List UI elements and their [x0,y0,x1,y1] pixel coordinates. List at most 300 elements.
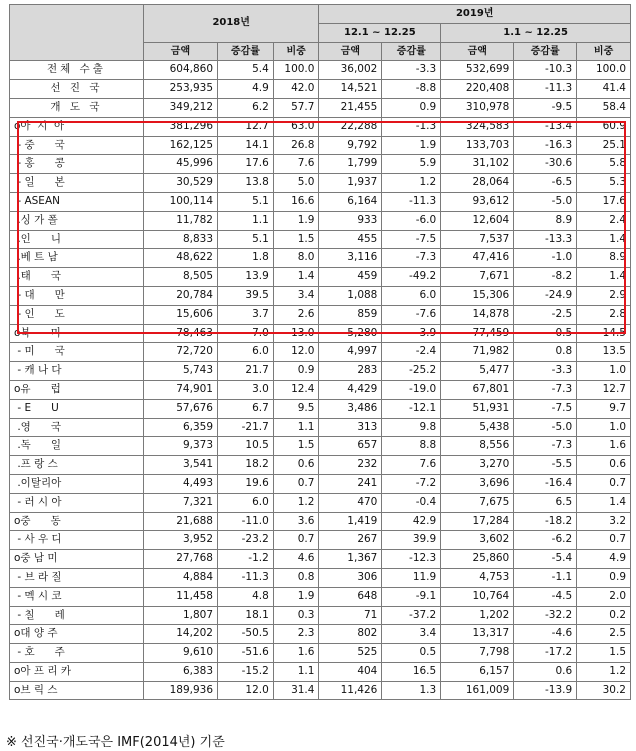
row-value: 2.6 [273,305,319,324]
row-value: -5.0 [514,192,577,211]
row-value: 1.1 [273,662,319,681]
row-value: 21.7 [218,362,274,381]
row-value: 11,458 [143,587,217,606]
row-value: 349,212 [143,98,217,117]
row-value: 1,367 [319,550,382,569]
row-value: 60.9 [577,117,631,136]
header-blank [10,5,144,61]
row-value: 933 [319,211,382,230]
row-value: -6.2 [514,531,577,550]
row-value: -6.5 [514,174,577,193]
row-value: 12.7 [218,117,274,136]
row-value: 0.2 [577,606,631,625]
row-value: 4,493 [143,474,217,493]
row-value: 12.0 [218,681,274,700]
row-value: 6.7 [218,399,274,418]
row-value: 310,978 [441,98,514,117]
row-value: 13.9 [218,268,274,287]
row-value: 7,321 [143,493,217,512]
row-label: o아 시 아 [10,117,144,136]
row-label: .싱 가 폴 [10,211,144,230]
row-value: 26.8 [273,136,319,155]
row-value: 5.8 [577,155,631,174]
row-value: 13.5 [577,343,631,362]
row-value: -3.3 [382,61,441,80]
table-row [10,61,631,80]
row-value: 0.8 [514,343,577,362]
row-value: 11,782 [143,211,217,230]
row-value: -30.6 [514,155,577,174]
row-value: -18.2 [514,512,577,531]
table-row [10,399,631,418]
row-value: 14,521 [319,80,382,99]
row-value: 1,088 [319,286,382,305]
row-value: 100.0 [577,61,631,80]
row-value: 2.9 [577,286,631,305]
row-value: 13.8 [218,174,274,193]
row-value: 16.5 [382,662,441,681]
row-value: 161,009 [441,681,514,700]
row-value: 1.9 [273,211,319,230]
row-value: 802 [319,625,382,644]
row-value: 42.0 [273,80,319,99]
row-value: -50.5 [218,625,274,644]
row-label: - 일 본 [10,174,144,193]
row-value: -25.2 [382,362,441,381]
row-value: 15,606 [143,305,217,324]
row-value: -12.1 [382,399,441,418]
row-value: 0.9 [273,362,319,381]
row-value: 4.9 [218,80,274,99]
row-value: -13.9 [514,681,577,700]
row-value: -23.2 [218,531,274,550]
col-change: 증감률 [514,42,577,61]
row-value: 16.6 [273,192,319,211]
row-value: 9,792 [319,136,382,155]
table-row [10,174,631,193]
row-value: -49.2 [382,268,441,287]
row-value: 10.5 [218,437,274,456]
row-value: 71,982 [441,343,514,362]
row-value: 459 [319,268,382,287]
table-row [10,80,631,99]
row-value: 7,675 [441,493,514,512]
row-value: -2.5 [514,305,577,324]
row-value: 9.5 [273,399,319,418]
row-value: 100.0 [273,61,319,80]
table-header [10,5,631,61]
table-row [10,493,631,512]
row-value: 7,798 [441,644,514,663]
row-value: 1.6 [273,644,319,663]
table-row [10,155,631,174]
row-value: -5.5 [514,456,577,475]
row-value: 525 [319,644,382,663]
row-value: 5.4 [218,61,274,80]
table-row [10,662,631,681]
row-value: 1,807 [143,606,217,625]
row-value: 19.6 [218,474,274,493]
table-row [10,343,631,362]
row-value: -51.6 [218,644,274,663]
row-value: 0.8 [273,568,319,587]
row-value: 859 [319,305,382,324]
row-value: -2.4 [382,343,441,362]
row-value: -11.3 [218,568,274,587]
row-value: 8,833 [143,230,217,249]
row-value: 324,583 [441,117,514,136]
table-row [10,192,631,211]
row-value: 14,878 [441,305,514,324]
row-value: 15,306 [441,286,514,305]
row-value: 1.3 [382,681,441,700]
row-value: 2.5 [577,625,631,644]
row-label: o중 남 미 [10,550,144,569]
row-value: 648 [319,587,382,606]
row-value: 18.2 [218,456,274,475]
row-value: 8.0 [273,249,319,268]
row-value: 9.8 [382,418,441,437]
row-value: 1.4 [577,493,631,512]
row-value: 0.6 [577,456,631,475]
row-value: -11.0 [218,512,274,531]
row-value: -8.2 [514,268,577,287]
row-value: 1.5 [273,230,319,249]
row-value: 0.7 [577,474,631,493]
header-2019: 2019년 [319,5,631,24]
row-value: 6.2 [218,98,274,117]
row-value: 17.6 [218,155,274,174]
row-value: 48,622 [143,249,217,268]
row-value: 4.9 [577,550,631,569]
row-value: 1.0 [577,418,631,437]
row-value: 4.8 [218,587,274,606]
table-row [10,625,631,644]
row-value: 8.9 [577,249,631,268]
row-value: 3.4 [382,625,441,644]
row-value: 3.0 [218,380,274,399]
row-value: 1,937 [319,174,382,193]
row-value: 4,997 [319,343,382,362]
row-label: o북 미 [10,324,144,343]
row-value: 1.5 [577,644,631,663]
row-value: 0.3 [273,606,319,625]
table-row [10,568,631,587]
row-value: 31,102 [441,155,514,174]
header-2018: 2018년 [143,5,319,43]
row-value: -7.3 [514,380,577,399]
col-change: 증감률 [218,42,274,61]
row-value: 57.7 [273,98,319,117]
table-row [10,418,631,437]
row-value: -3.3 [514,362,577,381]
row-value: 14.1 [218,136,274,155]
row-value: 100,114 [143,192,217,211]
row-value: 13.0 [273,324,319,343]
table-row [10,211,631,230]
row-label: .인 니 [10,230,144,249]
row-value: 9,610 [143,644,217,663]
row-label: o중 동 [10,512,144,531]
row-value: 18.1 [218,606,274,625]
row-value: 1.9 [273,587,319,606]
row-value: -21.7 [218,418,274,437]
row-label: - 캐 나 다 [10,362,144,381]
row-label: - ASEAN [10,192,144,211]
table-row [10,437,631,456]
table-body [10,61,631,700]
row-value: -0.4 [382,493,441,512]
col-amount: 금액 [441,42,514,61]
table-row [10,380,631,399]
row-value: 8.9 [514,211,577,230]
row-value: 9.7 [577,399,631,418]
row-value: 162,125 [143,136,217,155]
row-value: 3,602 [441,531,514,550]
row-value: 12.4 [273,380,319,399]
row-value: 2.4 [577,211,631,230]
row-value: 3.4 [273,286,319,305]
table-row [10,324,631,343]
row-value: 21,688 [143,512,217,531]
row-label: .이탈리아 [10,474,144,493]
row-value: 1.2 [273,493,319,512]
row-value: 25.1 [577,136,631,155]
row-value: 11.9 [382,568,441,587]
table-row [10,117,631,136]
row-value: 1,202 [441,606,514,625]
row-label: - 중 국 [10,136,144,155]
row-value: 1.0 [577,362,631,381]
row-value: 58.4 [577,98,631,117]
row-value: 1.1 [218,211,274,230]
row-value: 6.0 [218,343,274,362]
row-value: 22,288 [319,117,382,136]
row-value: 63.0 [273,117,319,136]
header-period-ytd: 1.1 ~ 12.25 [441,23,631,42]
table-row [10,286,631,305]
row-value: 5,477 [441,362,514,381]
row-value: 28,064 [441,174,514,193]
row-value: 0.7 [273,474,319,493]
row-value: 21,455 [319,98,382,117]
row-value: 4,884 [143,568,217,587]
table-row [10,606,631,625]
row-value: -15.2 [218,662,274,681]
row-value: 6,359 [143,418,217,437]
row-value: 5.1 [218,230,274,249]
row-value: 0.9 [577,568,631,587]
row-value: 0.6 [273,456,319,475]
row-value: 1.5 [273,437,319,456]
row-value: -19.0 [382,380,441,399]
row-value: 0.5 [382,644,441,663]
row-value: 2.8 [577,305,631,324]
row-label: 전체 수출 [10,61,144,80]
row-value: -13.3 [514,230,577,249]
row-label: o아 프 리 카 [10,662,144,681]
row-label: - 미 국 [10,343,144,362]
row-value: 267 [319,531,382,550]
row-value: 14,202 [143,625,217,644]
row-value: -12.3 [382,550,441,569]
row-value: 1.1 [273,418,319,437]
row-label: .베 트 남 [10,249,144,268]
row-value: 604,860 [143,61,217,80]
row-value: 20,784 [143,286,217,305]
row-value: 12.0 [273,343,319,362]
row-value: 10,764 [441,587,514,606]
row-value: 0.5 [514,324,577,343]
row-value: 1,419 [319,512,382,531]
row-label: - 호 주 [10,644,144,663]
row-value: 470 [319,493,382,512]
row-value: 39.9 [382,531,441,550]
row-value: 6.0 [218,493,274,512]
row-value: 12.7 [577,380,631,399]
row-value: 1.2 [577,662,631,681]
row-value: -1.0 [514,249,577,268]
row-value: 6,383 [143,662,217,681]
row-value: 1.4 [577,230,631,249]
row-value: 5.9 [382,155,441,174]
row-value: 1,799 [319,155,382,174]
row-value: -7.6 [382,305,441,324]
row-value: -7.2 [382,474,441,493]
row-value: 9,373 [143,437,217,456]
row-value: -7.5 [514,399,577,418]
row-label: o대 양 주 [10,625,144,644]
col-share: 비중 [577,42,631,61]
col-amount: 금액 [143,42,217,61]
row-label: - 러 시 아 [10,493,144,512]
row-value: -10.3 [514,61,577,80]
row-value: 8.8 [382,437,441,456]
row-value: 0.7 [577,531,631,550]
row-value: -11.3 [382,192,441,211]
row-value: 71 [319,606,382,625]
row-value: 67,801 [441,380,514,399]
row-value: 7,671 [441,268,514,287]
row-label: 선 진 국 [10,80,144,99]
row-value: 232 [319,456,382,475]
row-label: o유 럽 [10,380,144,399]
row-value: 8,505 [143,268,217,287]
row-value: 1.4 [273,268,319,287]
header-period-dec: 12.1 ~ 12.25 [319,23,441,42]
row-label: o브 릭 스 [10,681,144,700]
row-value: 3,952 [143,531,217,550]
row-label: 개 도 국 [10,98,144,117]
row-value: 3.6 [273,512,319,531]
row-value: 4.6 [273,550,319,569]
row-value: 36,002 [319,61,382,80]
row-value: 7.6 [273,155,319,174]
row-value: 241 [319,474,382,493]
row-value: 0.7 [273,531,319,550]
row-label: - 멕 시 코 [10,587,144,606]
row-value: 6.0 [382,286,441,305]
row-value: 11,426 [319,681,382,700]
row-value: 39.5 [218,286,274,305]
row-value: 93,612 [441,192,514,211]
row-value: 6,164 [319,192,382,211]
table-row [10,136,631,155]
table-row [10,587,631,606]
row-value: 532,699 [441,61,514,80]
row-value: 1.4 [577,268,631,287]
row-value: -13.4 [514,117,577,136]
table-row [10,305,631,324]
row-value: 5.0 [273,174,319,193]
row-value: 313 [319,418,382,437]
table-row [10,268,631,287]
row-value: 25,860 [441,550,514,569]
row-value: 17.6 [577,192,631,211]
row-value: 3,486 [319,399,382,418]
row-value: 30.2 [577,681,631,700]
row-value: 12,604 [441,211,514,230]
footnote: ※ 선진국·개도국은 IMF(2014년) 기준 [6,735,225,750]
row-value: 4,753 [441,568,514,587]
row-value: -7.3 [382,249,441,268]
row-value: -5.0 [514,418,577,437]
row-label: .독 일 [10,437,144,456]
row-value: 4,429 [319,380,382,399]
row-value: 3,270 [441,456,514,475]
row-value: 77,459 [441,324,514,343]
row-value: -11.3 [514,80,577,99]
table-row [10,681,631,700]
row-value: 381,296 [143,117,217,136]
row-value: 306 [319,568,382,587]
row-value: -3.9 [382,324,441,343]
table-row [10,644,631,663]
row-value: 3.2 [577,512,631,531]
row-value: -32.2 [514,606,577,625]
row-value: 5,280 [319,324,382,343]
row-value: -1.2 [218,550,274,569]
row-label: - 브 라 질 [10,568,144,587]
row-label: - E U [10,399,144,418]
row-value: 31.4 [273,681,319,700]
row-value: 5,743 [143,362,217,381]
row-value: 0.9 [382,98,441,117]
row-value: 1.9 [382,136,441,155]
row-value: -4.6 [514,625,577,644]
table-row [10,512,631,531]
row-value: 1.8 [218,249,274,268]
col-amount: 금액 [319,42,382,61]
table-row [10,98,631,117]
table-row [10,531,631,550]
table-row [10,456,631,475]
row-value: -16.4 [514,474,577,493]
row-value: 404 [319,662,382,681]
row-value: 41.4 [577,80,631,99]
row-value: 6,157 [441,662,514,681]
row-label: .영 국 [10,418,144,437]
row-value: 5.3 [577,174,631,193]
row-value: 3,696 [441,474,514,493]
export-table [9,4,631,700]
row-label: - 사 우 디 [10,531,144,550]
col-change: 증감률 [382,42,441,61]
row-value: 17,284 [441,512,514,531]
row-value: -8.8 [382,80,441,99]
row-value: 5.1 [218,192,274,211]
row-value: 72,720 [143,343,217,362]
